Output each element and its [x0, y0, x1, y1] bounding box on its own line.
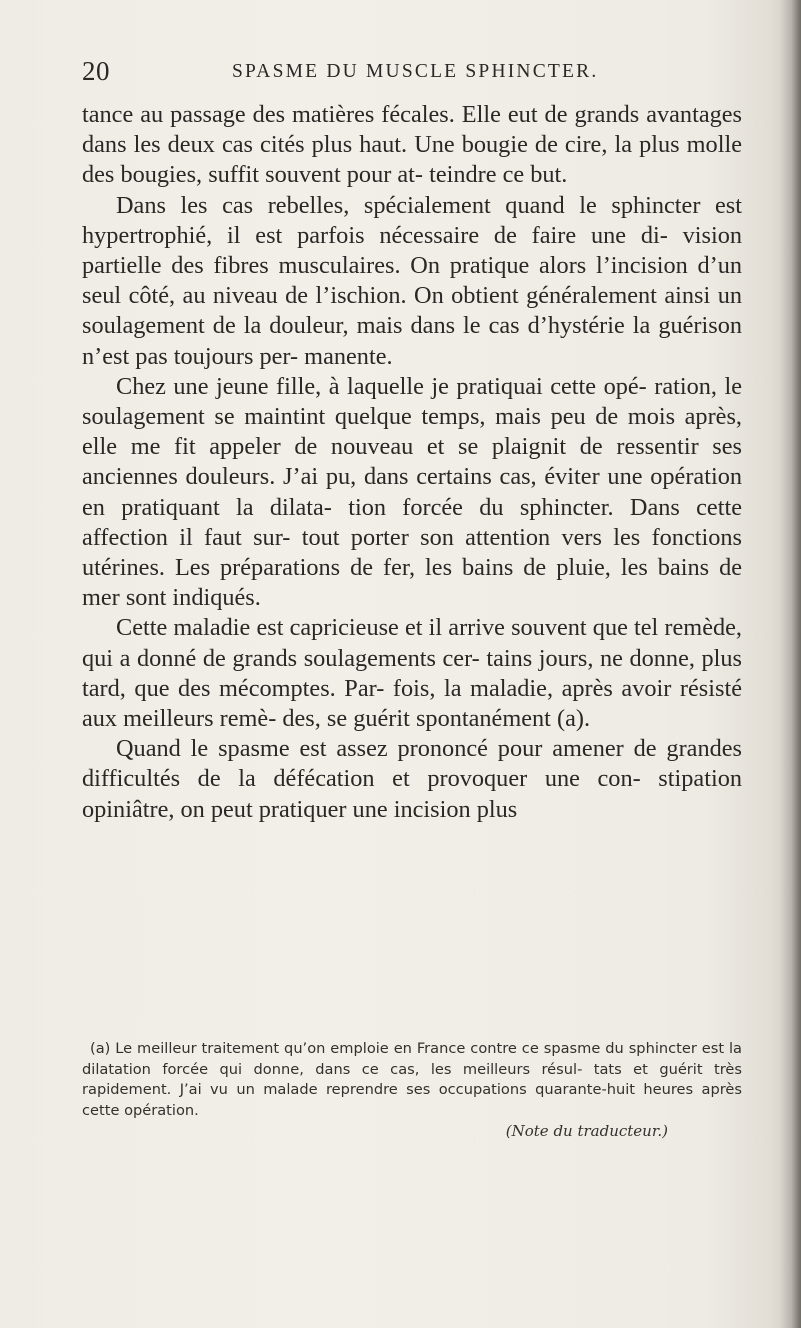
paragraph: Chez une jeune fille, à laquelle je pratiquai cette opé- ration, le soulagement se maintint quelque temps, mais peu de mois après, elle me fit appeler de nouveau et se plaignit de ressentir ses anciennes douleurs. J’ai pu, dans certains cas, éviter une opération en pratiquant la dilata- tion forcée du sphincter. Dans cette affection il faut sur- tout porter son attention vers les fonctions utérines. Les préparations de fer, les bains de pluie, les bains de mer sont indiqués. [82, 372, 742, 612]
body-text [82, 100, 742, 825]
page-number: 20 [82, 56, 110, 86]
paragraph: Dans les cas rebelles, spécialement quand le sphincter est hypertrophié, il est parfois nécessaire de faire une di- vision partielle des fibres musculaires. On pratique alors l’incision d’un seul côté, au niveau de l’ischion. On obtient généralement ainsi un soulagement de la douleur, mais dans le cas d’hystérie la guérison n’est pas toujours per- manente. [82, 191, 742, 370]
paragraph: Cette maladie est capricieuse et il arrive souvent que tel remède, qui a donné de grands soulagements cer- tains jours, ne donne, plus tard, que des mécomptes. Par- fois, la maladie, après avoir résisté aux meilleurs remè- des, se guérit spontanément (a). [82, 614, 742, 733]
footnote-attribution: (Note du traducteur.) [505, 1122, 668, 1141]
footnote-text: (a) Le meilleur traitement qu’on emploie en France contre ce spasme du sphincter est la dilatation forcée qui donne, dans ce cas, les meilleurs résul- tats et guérit très rapidement. J’ai vu un malade reprendre ses occupations quarante-huit heures après cette opération. [82, 1040, 742, 1119]
running-title: SPASME DU MUSCLE SPHINCTER. [232, 61, 599, 82]
paragraph: tance au passage des matières fécales. Elle eut de grands avantages dans les deux cas cités plus haut. Une bougie de cire, la plus molle des bougies, suffit souvent pour at- teindre ce but. [82, 101, 742, 189]
footnote [82, 1039, 742, 1142]
paragraph: Quand le spasme est assez prononcé pour amener de grandes difficultés de la défécation et provoquer une con- stipation opiniâtre, on peut pratiquer une incision plus [82, 735, 742, 823]
page-edge-shadow [779, 0, 801, 1328]
running-head [82, 56, 762, 86]
